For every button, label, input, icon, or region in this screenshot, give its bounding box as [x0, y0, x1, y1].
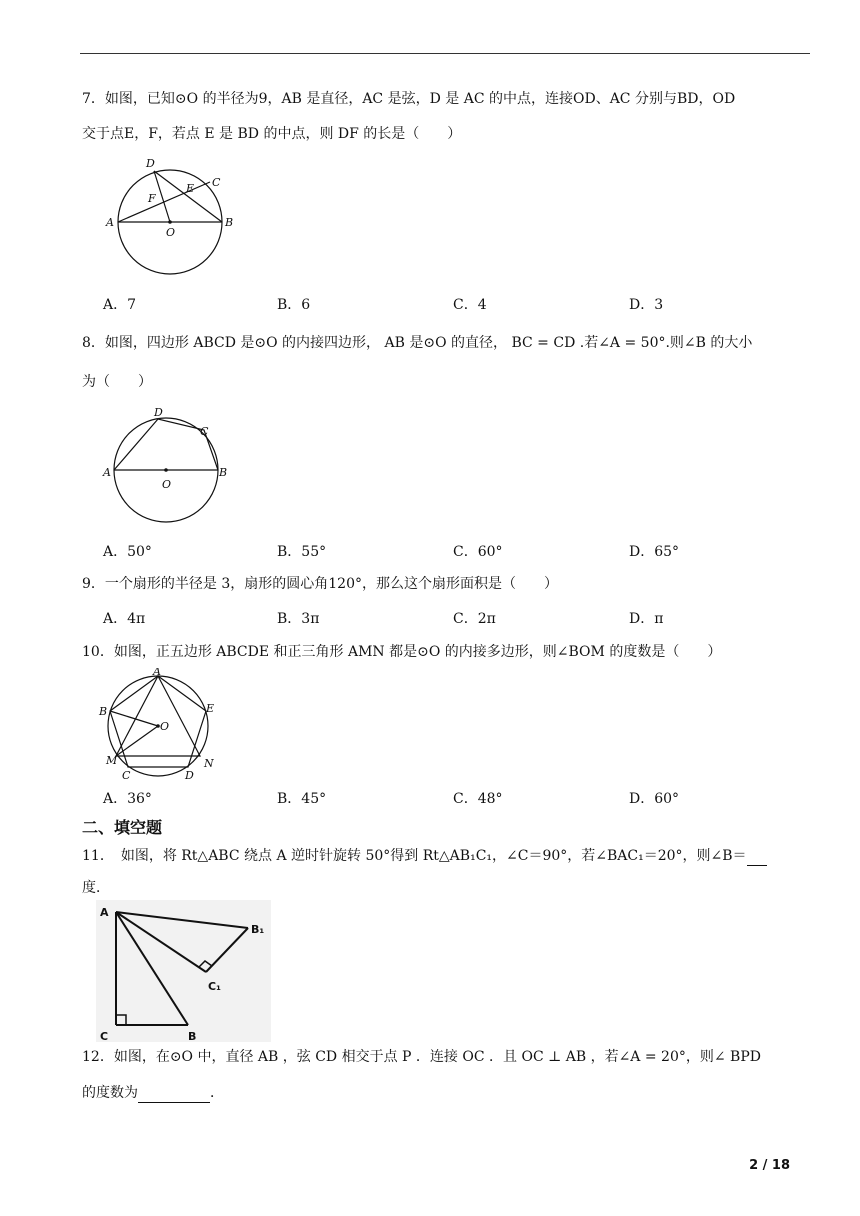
q12-text: 的度数为: [82, 1085, 138, 1101]
q11-label-C: C: [100, 1030, 109, 1042]
q10-label-A: A: [153, 668, 161, 678]
q9-text-line1: 9．一个扇形的半径是 3，扇形的圆心角120°，那么这个扇形面积是（ ）: [82, 576, 558, 592]
q7-label-F: F: [148, 192, 156, 205]
q12-answer-blank[interactable]: [138, 1088, 210, 1103]
q10-option-b: B．45°: [277, 791, 327, 807]
q7-option-c: C．4: [453, 297, 487, 313]
q10-text-line1: 10．如图，正五边形 ABCDE 和正三角形 AMN 都是⊙O 的内接多边形，则∠BOM 的度数是（ ）: [82, 644, 722, 660]
q12-text-line1: 12．如图，在⊙O 中，直径 AB ，弦 CD 相交于点 P ．连接 OC ．且 OC ⊥ AB ，若∠A = 20°，则∠ BPD: [82, 1049, 761, 1065]
q10-option-c: C．48°: [453, 791, 503, 807]
page-number: 2 / 18: [749, 1158, 790, 1173]
q10-label-D: D: [185, 769, 194, 782]
q7-figure: [100, 152, 250, 282]
q11-label-A: A: [100, 906, 109, 919]
q9-option-a: A．4π: [103, 611, 146, 627]
q10-label-E: E: [206, 702, 215, 715]
header-rule: [80, 53, 810, 54]
q10-option-d: D．60°: [629, 791, 680, 807]
q7-label-A: A: [106, 216, 114, 229]
q7-option-a: A．7: [103, 297, 137, 313]
q8-option-a: A．50°: [103, 544, 152, 560]
q7-label-E: E: [186, 182, 195, 195]
q8-option-d: D．65°: [629, 544, 680, 560]
q11-answer-blank[interactable]: [747, 851, 767, 866]
q11-text-line1: [82, 846, 767, 866]
q7-option-d: D．3: [629, 297, 664, 313]
q7-label-B: B: [225, 216, 234, 229]
q7-option-b: B．6: [277, 297, 311, 313]
q11-label-C1: C₁: [208, 980, 221, 993]
q8-text-line2: 为（ ）: [82, 374, 152, 390]
q8-label-C: C: [200, 425, 209, 438]
q9-option-c: C．2π: [453, 611, 496, 627]
q8-label-B: B: [219, 466, 228, 479]
q8-option-c: C．60°: [453, 544, 503, 560]
q10-label-N: N: [204, 757, 214, 770]
q10-figure: [96, 668, 226, 786]
q9-option-d: D．π: [629, 611, 664, 627]
q10-label-C: C: [122, 769, 131, 782]
q7-label-D: D: [146, 157, 155, 170]
q11-label-B1: B₁: [251, 923, 265, 936]
q8-figure: [98, 402, 238, 532]
section-title-fill-in: 二、填空题: [82, 818, 163, 837]
q11-label-B: B: [188, 1030, 197, 1042]
q10-label-B: B: [99, 705, 108, 718]
q8-label-D: D: [154, 406, 163, 419]
q12-text-line2: [82, 1083, 224, 1103]
q7-label-C: C: [212, 176, 221, 189]
q10-label-O: O: [160, 720, 170, 733]
q11-text: 11． 如图，将 Rt△ABC 绕点 A 逆时针旋转 50°得到 Rt△AB₁C₁，∠C＝90°，若∠BAC₁＝20°，则∠B＝: [82, 848, 747, 864]
q7-text-line1: 7．如图，已知⊙O 的半径为9，AB 是直径，AC 是弦，D 是 AC 的中点，连接OD、AC 分别与BD，OD: [82, 91, 736, 107]
q7-label-O: O: [166, 226, 176, 239]
q11-text-line2: 度．: [82, 880, 110, 896]
q11-figure: [96, 900, 271, 1042]
q7-text-line2: 交于点E，F，若点 E 是 BD 的中点，则 DF 的长是（ ）: [82, 126, 462, 142]
q8-label-A: A: [103, 466, 111, 479]
q10-option-a: A．36°: [103, 791, 152, 807]
q8-text-line1: 8．如图，四边形 ABCD 是⊙O 的内接四边形， AB 是⊙O 的直径， BC = CD .若∠A = 50°.则∠B 的大小: [82, 335, 753, 351]
q8-option-b: B．55°: [277, 544, 327, 560]
q9-option-b: B．3π: [277, 611, 320, 627]
q12-text-end: ．: [210, 1085, 224, 1101]
q10-label-M: M: [106, 754, 118, 767]
q8-label-O: O: [162, 478, 172, 491]
